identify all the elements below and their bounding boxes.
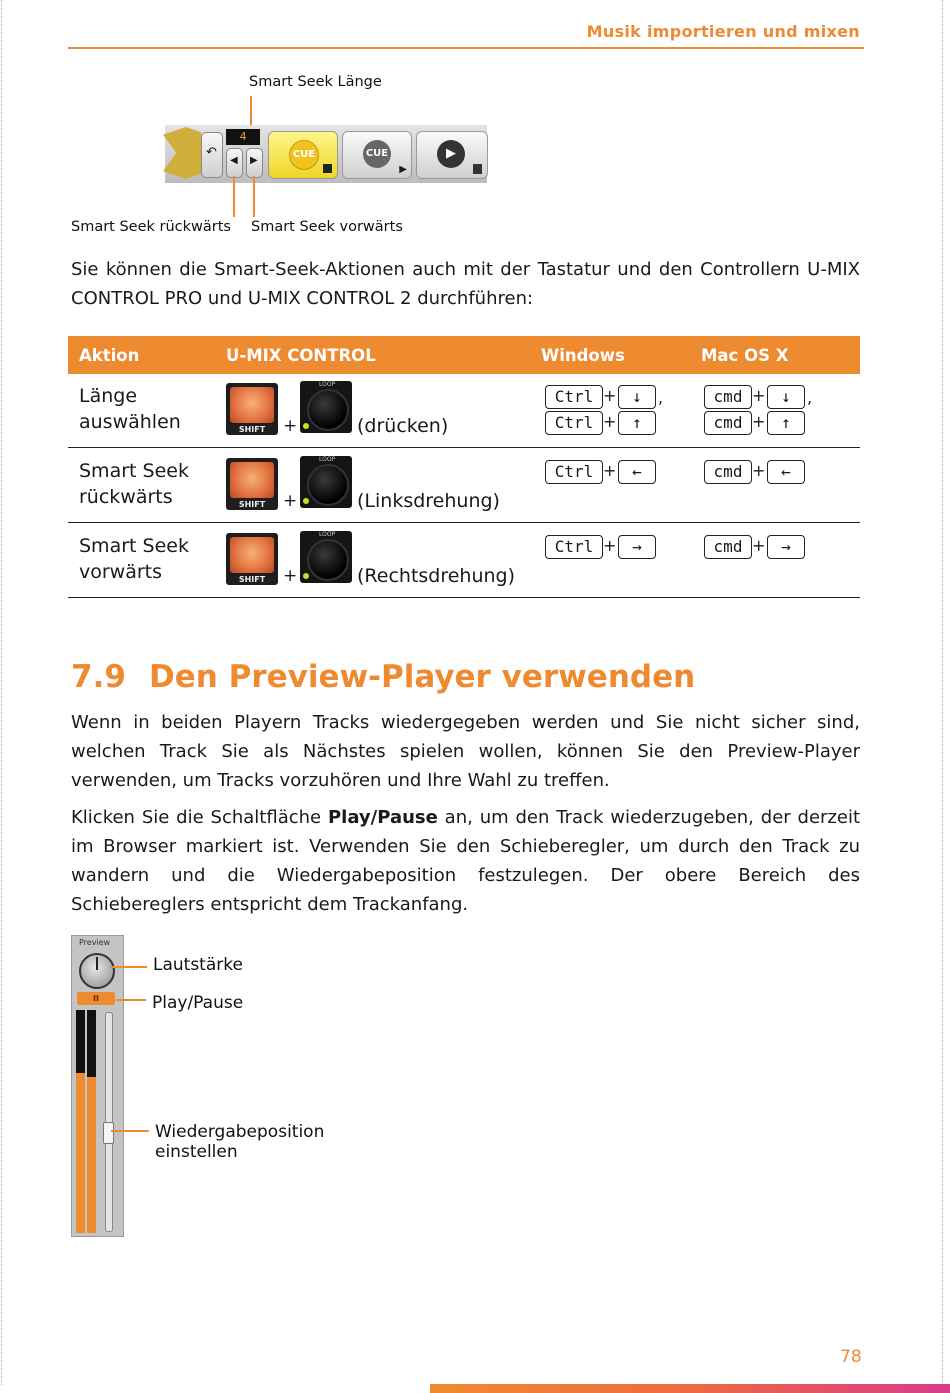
chevron-left-icon: ◀: [230, 155, 238, 166]
row2-control: (Linksdrehung): [357, 490, 500, 512]
ctrl-key: Ctrl: [545, 385, 603, 409]
play-button[interactable]: [416, 131, 488, 179]
shift-button-image: SHIFT: [226, 458, 278, 510]
cmd-key: cmd: [704, 385, 752, 409]
row3-action: Smart Seek vorwärts: [79, 535, 189, 583]
label-smart-seek-forward: Smart Seek vorwärts: [251, 219, 403, 235]
play-pause-term: Play/Pause: [327, 807, 438, 828]
arrow-right-key: →: [618, 535, 656, 559]
plus-sign: +: [283, 416, 298, 436]
page-number: 78: [840, 1347, 862, 1367]
callout-line-volume: [110, 966, 147, 968]
ctrl-key: Ctrl: [545, 411, 603, 435]
volume-knob[interactable]: [79, 953, 115, 989]
cue-active-button[interactable]: [268, 131, 338, 179]
play-small-icon: ▶: [399, 164, 407, 175]
label-position: Wiedergabeposition einstellen: [155, 1122, 325, 1162]
cue-icon-2: CUE: [363, 140, 391, 168]
row2-action: Smart Seek rückwärts: [79, 460, 189, 508]
smart-seek-forward-button[interactable]: [246, 148, 263, 178]
shift-button-image: SHIFT: [226, 383, 278, 435]
row-divider: [68, 522, 860, 523]
shift-button-image: SHIFT: [226, 533, 278, 585]
stop-square-icon: [323, 164, 332, 173]
callout-line-position: [111, 1130, 149, 1132]
preview-player-panel: [71, 935, 124, 1237]
label-smart-seek-back: Smart Seek rückwärts: [71, 219, 231, 235]
vu-meter-right: [87, 1010, 96, 1233]
th-umix: U-MIX CONTROL: [226, 346, 376, 365]
arrow-left-key: ←: [767, 460, 805, 484]
row3-control: (Rechtsdrehung): [357, 565, 516, 587]
smart-seek-length-display: 4: [226, 129, 260, 145]
row-divider: [68, 447, 860, 448]
row1-control: (drücken): [357, 415, 449, 437]
play-pause-button[interactable]: II: [77, 992, 115, 1005]
table-header: [68, 336, 860, 374]
ctrl-key: Ctrl: [545, 535, 603, 559]
play-icon: ▶: [437, 140, 465, 168]
loop-knob-image: LOOP: [300, 381, 352, 433]
plus-sign: +: [283, 491, 298, 511]
undo-icon: ↶: [206, 145, 217, 160]
row1-action: Länge auswählen: [79, 385, 181, 433]
th-mac: Mac OS X: [701, 346, 789, 365]
label-play-pause: Play/Pause: [152, 993, 244, 1013]
page-border-left: [1, 0, 2, 1385]
cue-icon: CUE: [289, 140, 319, 170]
cmd-key: cmd: [704, 460, 752, 484]
position-slider-thumb[interactable]: [103, 1122, 114, 1144]
label-volume: Lautstärke: [153, 955, 243, 975]
pause-small-icon: [473, 164, 482, 174]
label-smart-seek-length: Smart Seek Länge: [249, 74, 382, 90]
paragraph-2: Klicken Sie die Schaltfläche Play/Pause an, um den Track wiederzugeben, der derzeit im Browser markiert ist. Verwenden Sie den Schieberegler, um durch den Track zu wandern und die Wiedergabeposition festzulegen. Der obere Bereich des Schiebereglers entspricht dem Trackanfang.: [71, 807, 861, 915]
callout-line-back: [233, 176, 235, 217]
vu-meter-left: [76, 1010, 85, 1233]
plus-sign: +: [283, 566, 298, 586]
loop-knob-image: LOOP: [300, 531, 352, 583]
page-border-right: [942, 0, 943, 1385]
arrow-up-key: ↑: [618, 411, 656, 435]
callout-line-forward: [253, 176, 255, 217]
section-heading: [71, 659, 695, 695]
paragraph-1: Wenn in beiden Playern Tracks wiedergegeben werden und Sie nicht sicher sind, welchen Track Sie als Nächstes spielen wollen, können Sie den Preview-Player verwenden, um Tracks vorzuhören und Ihre Wahl zu treffen.: [71, 712, 860, 791]
preview-title: Preview: [79, 938, 111, 947]
arrow-right-key: →: [767, 535, 805, 559]
footer-gradient-bar: [430, 1384, 950, 1393]
row-divider: [68, 597, 860, 598]
cmd-key: cmd: [704, 535, 752, 559]
th-action: Aktion: [79, 346, 140, 365]
running-header: Musik importieren und mixen: [586, 22, 860, 41]
th-windows: Windows: [541, 346, 625, 365]
arrow-up-key: ↑: [767, 411, 805, 435]
section-number: 7.9: [71, 659, 126, 695]
cmd-key: cmd: [704, 411, 752, 435]
undo-button[interactable]: [201, 132, 223, 178]
loop-knob-image: LOOP: [300, 456, 352, 508]
arrow-down-key: ↓: [767, 385, 805, 409]
chevron-right-icon: ▶: [250, 155, 258, 166]
ctrl-key: Ctrl: [545, 460, 603, 484]
section-title: Den Preview-Player verwenden: [149, 659, 696, 695]
arrow-left-key: ←: [618, 460, 656, 484]
intro-paragraph: Sie können die Smart-Seek-Aktionen auch mit der Tastatur und den Controllern U-MIX CONTROL PRO und U-MIX CONTROL 2 durchführen:: [71, 259, 860, 309]
smart-seek-back-button[interactable]: [226, 148, 243, 178]
cue-play-button[interactable]: [342, 131, 412, 179]
header-rule: [68, 47, 864, 49]
callout-line-play: [116, 999, 146, 1001]
arrow-down-key: ↓: [618, 385, 656, 409]
